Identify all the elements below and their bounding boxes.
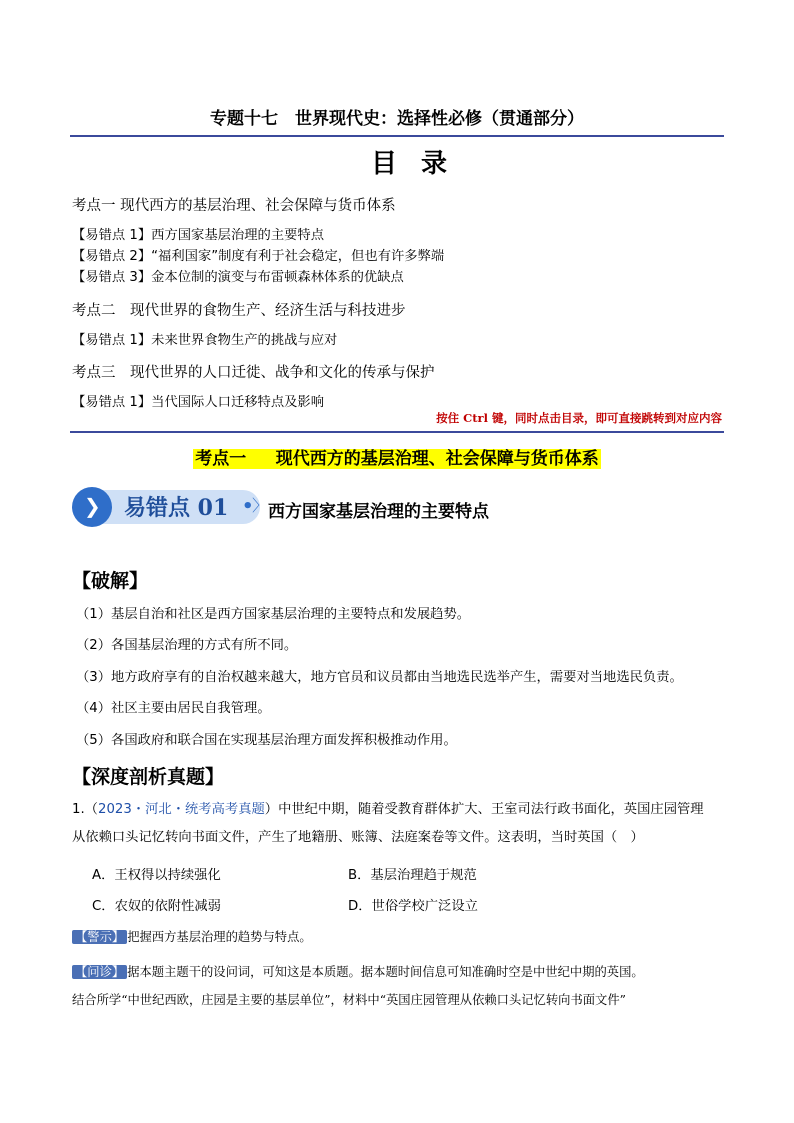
chevron-right-icon: ❯ <box>84 494 101 518</box>
divider <box>70 135 724 137</box>
analysis-heading: 【深度剖析真题】 <box>72 766 225 788</box>
toc-heading: 目录 <box>370 149 471 179</box>
chevron-right-icon: 〉 <box>252 496 269 515</box>
error-point-badge: 易错点 01 <box>124 495 229 521</box>
error-point-title: 西方国家基层治理的主要特点 <box>268 502 489 522</box>
diagnosis-label: 【问诊】 <box>72 965 127 979</box>
pojie-point: （5）各国政府和联合国在实现基层治理方面发挥积极推动作用。 <box>76 733 457 748</box>
toc-item[interactable]: 【易错点 2】“福利国家”制度有利于社会稳定，但也有许多弊端 <box>72 249 445 264</box>
pojie-heading: 【破解】 <box>72 570 149 592</box>
option-c[interactable]: C．农奴的依附性减弱 <box>92 899 221 914</box>
toc-item[interactable]: 【易错点 1】未来世界食物生产的挑战与应对 <box>72 333 338 348</box>
divider <box>70 431 724 433</box>
warning-note: 【警示】 把握西方基层治理的趋势与特点。 <box>72 927 312 945</box>
pojie-point: （2）各国基层治理的方式有所不同。 <box>76 638 298 653</box>
toc-section-2[interactable]: 考点二 现代世界的食物生产、经济生活与科技进步 <box>72 303 406 319</box>
toc-section-1[interactable]: 考点一 现代西方的基层治理、社会保障与货币体系 <box>72 198 396 214</box>
option-a[interactable]: A．王权得以持续强化 <box>92 868 221 883</box>
pojie-point: （4）社区主要由居民自我管理。 <box>76 701 271 716</box>
toc-item[interactable]: 【易错点 1】西方国家基层治理的主要特点 <box>72 228 325 243</box>
pojie-point: （1）基层自治和社区是西方国家基层治理的主要特点和发展趋势。 <box>76 607 471 622</box>
document-title: 专题十七 世界现代史：选择性必修（贯通部分） <box>210 109 584 129</box>
option-d[interactable]: D．世俗学校广泛设立 <box>348 899 478 914</box>
pojie-point: （3）地方政府享有的自治权越来越大，地方官员和议员都由当地选民选举产生，需要对当地选民负责。 <box>76 670 683 685</box>
warning-label: 【警示】 <box>72 930 127 944</box>
question-text: 1.（2023・河北・统考高考真题）中世纪中期，随着受教育群体扩大、王室司法行政书面化，英国庄园管理 从依赖口头记忆转向书面文件，产生了地籍册、账簿、法庭案卷等文件。这表明，当时英国（ ） <box>72 802 704 845</box>
dot-icon: • <box>242 496 254 517</box>
toc-item[interactable]: 【易错点 1】当代国际人口迁移特点及影响 <box>72 395 325 410</box>
question-source: 2023・河北・统考高考真题 <box>97 802 265 817</box>
toc-hint: 按住 Ctrl 键，同时点击目录，即可直接跳转到对应内容 <box>436 411 722 425</box>
option-b[interactable]: B．基层治理趋于规范 <box>348 868 477 883</box>
toc-section-3[interactable]: 考点三 现代世界的人口迁徙、战争和文化的传承与保护 <box>72 365 435 381</box>
diagnosis-note: 【问诊】 据本题主题干的设问词，可知这是本质题。据本题时间信息可知准确时空是中世纪中期的英国。 结合所学“中世纪西欧，庄园是主要的基层单位”，材料中“英国庄园管理从依赖口头记忆转向书面文件” <box>72 965 644 1007</box>
toc-item[interactable]: 【易错点 3】金本位制的演变与布雷顿森林体系的优缺点 <box>72 270 404 285</box>
section-heading: 考点一 现代西方的基层治理、社会保障与货币体系 <box>195 449 599 469</box>
